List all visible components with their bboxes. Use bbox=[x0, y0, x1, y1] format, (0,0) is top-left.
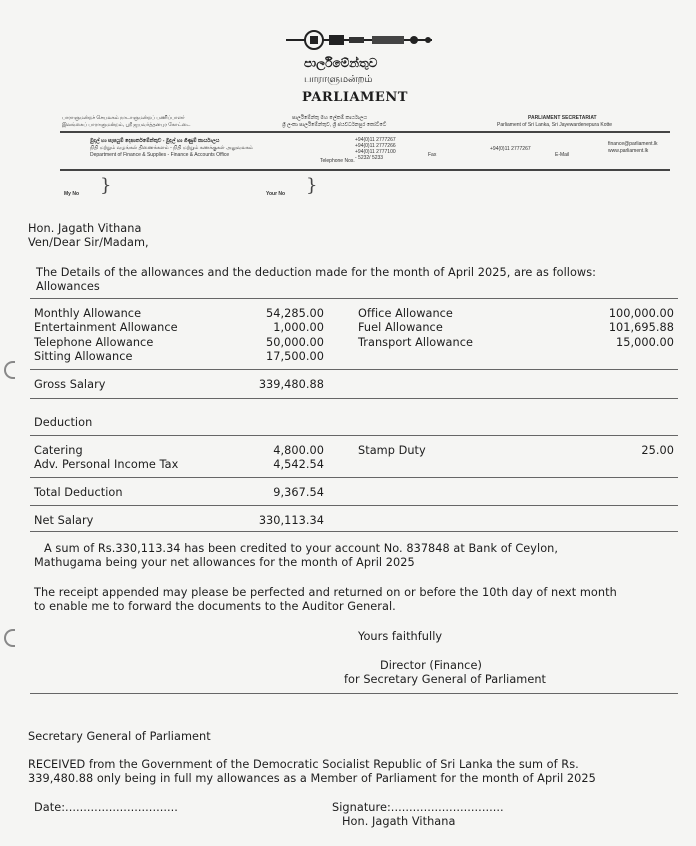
receipt-paragraph-line2: to enable me to forward the documents to the Auditor General. bbox=[34, 600, 396, 613]
signatory-title: Director (Finance) bbox=[380, 659, 482, 672]
dept-line-english: Department of Finance & Supplies - Finance & Accounts Office bbox=[90, 152, 230, 158]
total-deduction-amount: 9,367.54 bbox=[273, 486, 324, 499]
gross-bottom-rule bbox=[30, 398, 678, 399]
deduction-top-rule bbox=[30, 435, 678, 436]
allowance-label: Transport Allowance bbox=[358, 336, 473, 349]
dept-line-tamil: நிதி மற்றும் வழங்கல் திணைக்களம் - நிதி மற்றும் கணக்குகள் அலுவலகம் bbox=[90, 145, 253, 151]
allowance-label: Entertainment Allowance bbox=[34, 321, 178, 334]
hole-punch-mark bbox=[4, 361, 15, 379]
allowance-amount: 15,000.00 bbox=[616, 336, 674, 349]
hole-punch-mark bbox=[4, 629, 15, 647]
fax-number: +94(0)11 2777267 bbox=[490, 146, 531, 152]
signatory-for: for Secretary General of Parliament bbox=[344, 673, 547, 686]
allowance-label: Telephone Allowance bbox=[34, 336, 154, 349]
mid-block-line1: පාර්ලිමේන්තු මහ ලේකම් කාර්යාලය bbox=[292, 115, 367, 121]
telephone-numbers: +94(0)11 2777267 +94(0)11 2777266 +94(0)11 2777100 - 5232/ 5233 bbox=[355, 137, 396, 161]
gross-salary-amount: 339,480.88 bbox=[258, 378, 324, 391]
credit-paragraph-line1: A sum of Rs.330,113.34 has been credited to your account No. 837848 at Bank of Ceylon, bbox=[44, 542, 559, 555]
allowance-amount: 50,000.00 bbox=[266, 336, 324, 349]
table-top-rule bbox=[30, 298, 678, 299]
your-no-brace-icon: } bbox=[306, 175, 318, 196]
receipt-separator-rule bbox=[30, 693, 678, 694]
deduction-amount: 25.00 bbox=[641, 444, 674, 457]
total-deduction-label: Total Deduction bbox=[34, 486, 123, 499]
date-field: Date:............................... bbox=[34, 801, 178, 814]
allowance-amount: 100,000.00 bbox=[608, 307, 674, 320]
total-deduction-top-rule bbox=[30, 477, 678, 478]
deduction-amount: 4,800.00 bbox=[273, 444, 324, 457]
allowance-label: Sitting Allowance bbox=[34, 350, 133, 363]
credit-paragraph-line2: Mathugama being your net allowances for the month of April 2025 bbox=[34, 556, 415, 569]
secretariat-title: PARLIAMENT SECRETARIAT bbox=[528, 115, 597, 121]
title-tamil: பாராளுமன்றம் bbox=[304, 74, 373, 85]
allowance-label: Office Allowance bbox=[358, 307, 453, 320]
receipt-text-line1: RECEIVED from the Government of the Democratic Socialist Republic of Sri Lanka the sum of Rs. bbox=[28, 758, 579, 771]
allowance-amount: 17,500.00 bbox=[266, 350, 324, 363]
addressee: Hon. Jagath Vithana bbox=[28, 222, 142, 235]
gross-top-rule bbox=[30, 369, 678, 370]
telephone-label: Telephone Nos. bbox=[320, 158, 355, 164]
deduction-heading: Deduction bbox=[34, 416, 93, 429]
gross-salary-label: Gross Salary bbox=[34, 378, 106, 391]
net-salary-bottom-rule bbox=[30, 531, 678, 532]
title-english: PARLIAMENT bbox=[302, 90, 408, 105]
my-no-label: My No bbox=[64, 191, 79, 197]
net-salary-amount: 330,113.34 bbox=[258, 514, 324, 527]
email-label: E-Mail bbox=[555, 152, 570, 158]
header-top-rule bbox=[60, 131, 670, 133]
deduction-amount: 4,542.54 bbox=[273, 458, 324, 471]
allowance-label: Fuel Allowance bbox=[358, 321, 443, 334]
receipt-signatory: Hon. Jagath Vithana bbox=[342, 815, 456, 828]
signature-field: Signature:............................... bbox=[332, 801, 504, 814]
header-bottom-rule bbox=[60, 169, 670, 171]
allowance-label: Monthly Allowance bbox=[34, 307, 142, 320]
title-sinhala: පාර්ලිමේන්තුව bbox=[304, 56, 378, 70]
net-salary-label: Net Salary bbox=[34, 514, 94, 527]
dept-line-sinhala: මුදල් හා සැපයුම් දෙපාර්තමේන්තුව - මුදල් හා ගිණුම් කාර්යාලය bbox=[90, 138, 220, 144]
left-block-line1: பாராளுமன்றச் செயலகம் நாடாளுமன்றப் பணிப்பாளர் bbox=[62, 115, 185, 121]
closing: Yours faithfully bbox=[358, 630, 443, 643]
mid-block-line2: ශ්‍රී ලංකා පාර්ලිමේන්තුව, ශ්‍රී ජයවර්ධනපුර කෝට්ටේ bbox=[282, 122, 387, 128]
your-no-label: Your No bbox=[266, 191, 286, 197]
receipt-text-line2: 339,480.88 only being in full my allowances as a Member of Parliament for the month of April 2025 bbox=[28, 772, 596, 785]
receipt-paragraph-line1: The receipt appended may please be perfected and returned on or before the 10th day of next month bbox=[34, 586, 617, 599]
deduction-label: Adv. Personal Income Tax bbox=[34, 458, 179, 471]
receipt-addressee: Secretary General of Parliament bbox=[28, 730, 211, 743]
deduction-label: Stamp Duty bbox=[358, 444, 426, 457]
salutation: Ven/Dear Sir/Madam, bbox=[28, 236, 149, 249]
my-no-brace-icon: } bbox=[100, 175, 112, 196]
deduction-label: Catering bbox=[34, 444, 83, 457]
allowances-heading: Allowances bbox=[36, 280, 100, 293]
intro-line: The Details of the allowances and the deduction made for the month of April 2025, are as follows: bbox=[36, 266, 596, 279]
allowance-amount: 54,285.00 bbox=[266, 307, 324, 320]
net-salary-top-rule bbox=[30, 505, 678, 506]
left-block-line2: இலங்கைப் பாராளுமன்றம், ஸ்ரீ ஜயவர்த்தனபுர கோட்டை bbox=[62, 122, 191, 128]
secretariat-subtitle: Parliament of Sri Lanka, Sri Jayewardenepura Kotte bbox=[497, 122, 613, 128]
email-web: finance@parliament.lk www.parliament.lk bbox=[608, 141, 658, 154]
allowance-amount: 1,000.00 bbox=[273, 321, 324, 334]
allowance-amount: 101,695.88 bbox=[608, 321, 674, 334]
fax-label: Fax bbox=[428, 152, 437, 158]
parliament-mace-emblem bbox=[284, 28, 434, 52]
